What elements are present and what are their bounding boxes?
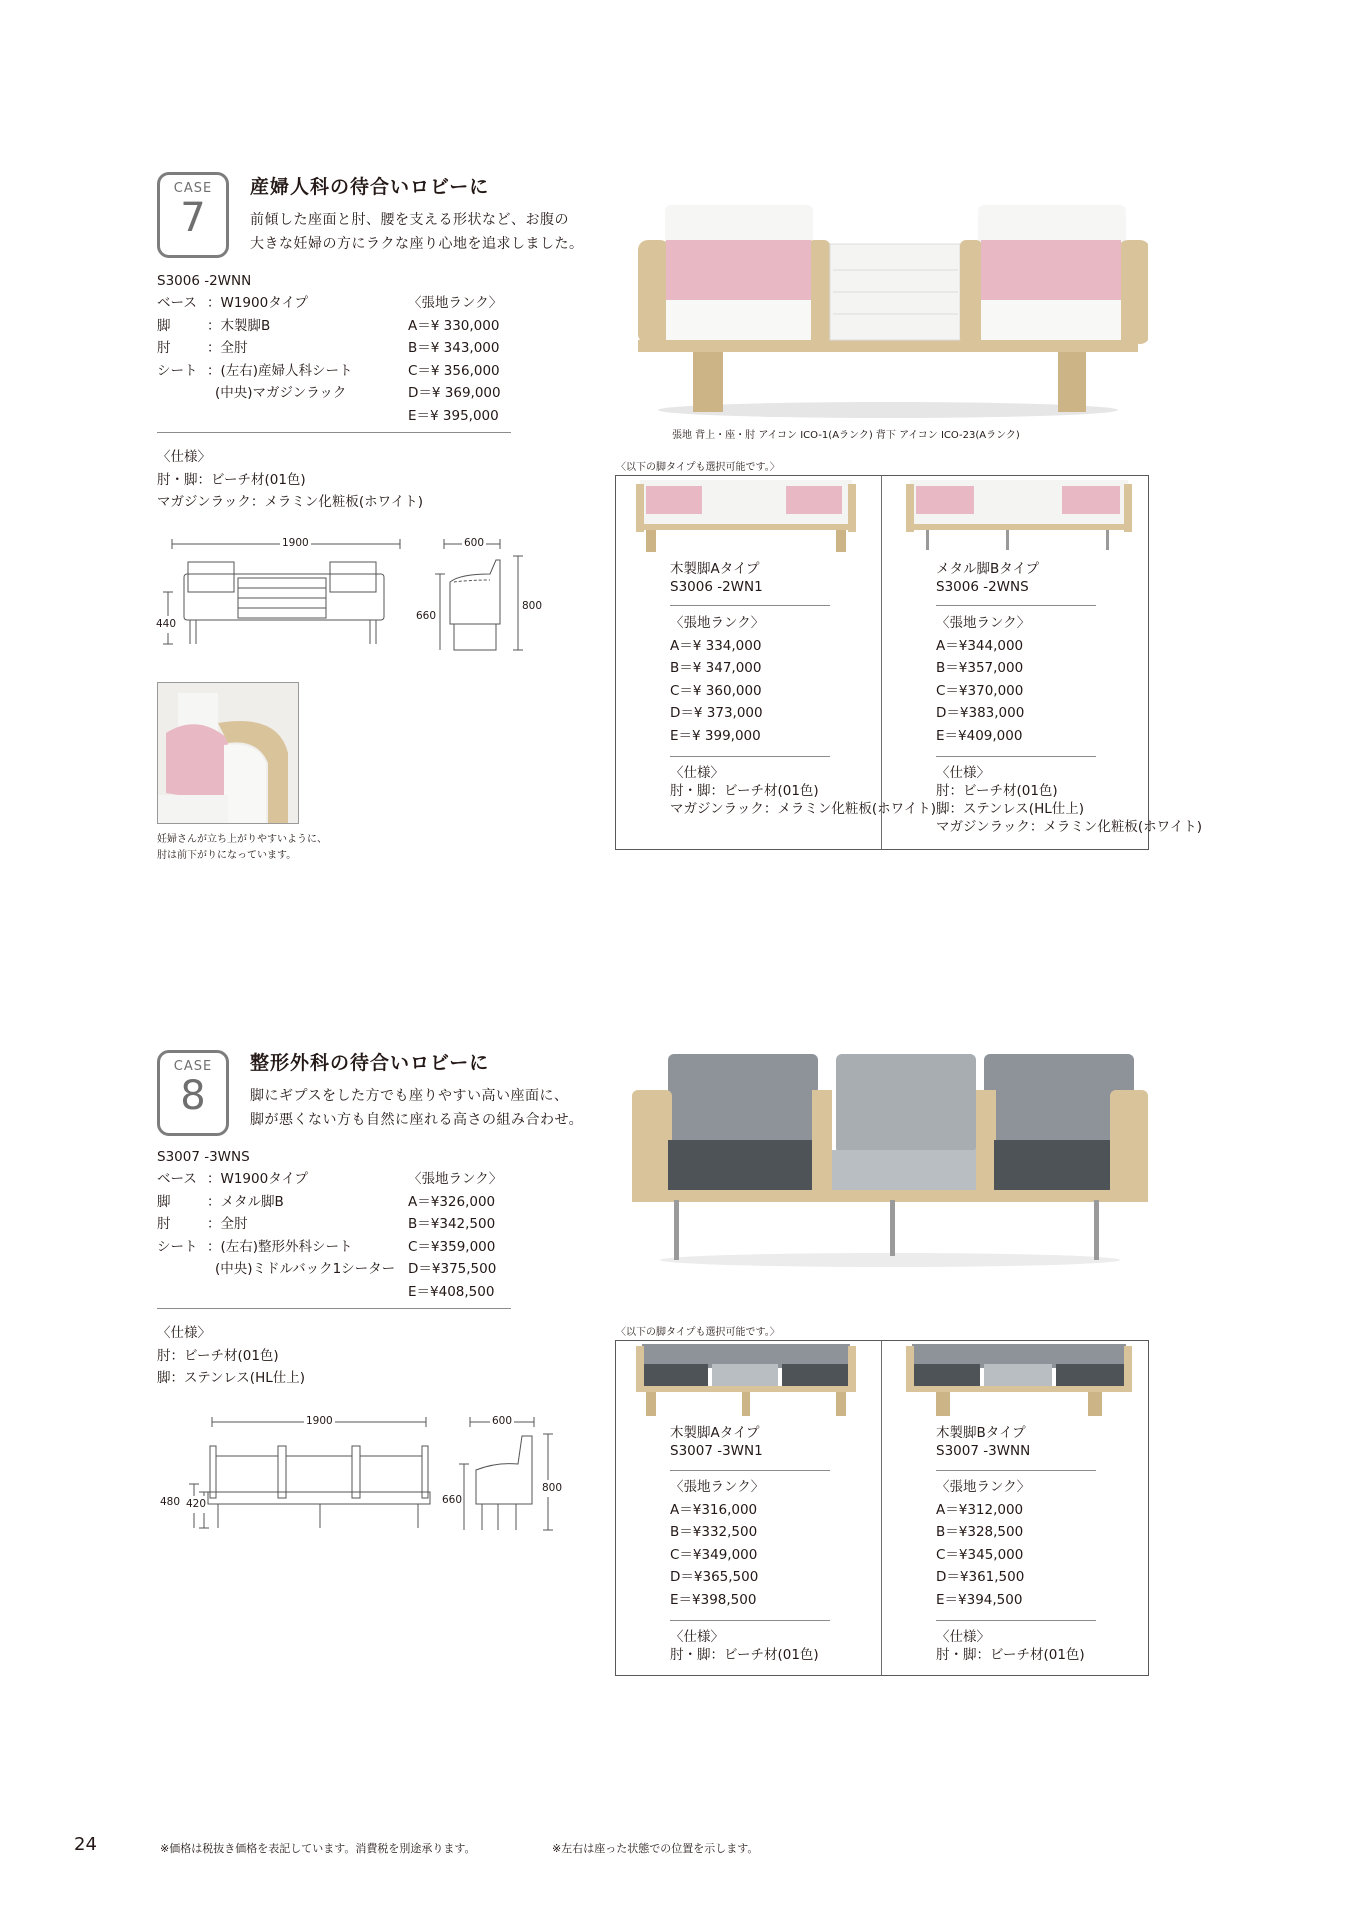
footer-note-tax: ※価格は税抜き価格を表記しています。消費税を別途承ります。 <box>160 1842 476 1855</box>
spec-key: 脚 <box>157 317 171 334</box>
spec-value: ：(左右)産婦人科シート <box>207 362 353 379</box>
rank-price: B＝¥ 343,000 <box>408 340 500 356</box>
rank-header: 〈張地ランク〉 <box>936 1479 1031 1495</box>
case8-dimension-drawing <box>160 1412 570 1542</box>
rank-price: D＝¥ 369,000 <box>408 385 501 401</box>
spec-line: 肘：ビーチ材(01色) <box>157 1347 279 1364</box>
rank-price: D＝¥375,500 <box>408 1261 497 1277</box>
dim-width: 1900 <box>280 535 311 552</box>
spec-value: ：木製脚B <box>207 317 271 334</box>
rank-price: E＝¥ 395,000 <box>408 407 499 424</box>
case8-option-a-spec <box>670 1628 819 1664</box>
rank-header: 〈張地ランク〉 <box>670 615 765 631</box>
divider <box>157 1308 511 1309</box>
divider <box>936 756 1096 757</box>
dim-seat-height: 440 <box>156 616 176 633</box>
case8-option-b <box>936 1424 1030 1460</box>
case7-options-note: 〈以下の脚タイプも選択可能です。〉 <box>616 462 780 473</box>
rank-price: E＝¥398,500 <box>670 1591 757 1608</box>
dim-mid: 660 <box>442 1492 462 1509</box>
case7-option-b-spec <box>936 764 1202 836</box>
divider <box>936 1470 1096 1471</box>
dim-seat-height-b: 420 <box>186 1496 206 1513</box>
rank-price: A＝¥326,000 <box>408 1193 496 1210</box>
spec-key <box>157 1258 207 1281</box>
case8-model: S3007 -3WNS <box>157 1149 250 1165</box>
case7-lead <box>250 208 584 256</box>
spec-key: 肘 <box>157 340 171 356</box>
rank-price: B＝¥357,000 <box>936 660 1024 676</box>
case7-dimension-drawing <box>156 534 550 664</box>
case8-lead <box>250 1084 583 1132</box>
spec-key: 肘 <box>157 1216 171 1232</box>
spec-value: ：メタル脚B <box>207 1193 284 1210</box>
rank-price: C＝¥345,000 <box>936 1546 1024 1563</box>
lead-line: 脚が悪くない方も自然に座れる高さの組み合わせ。 <box>250 1112 584 1128</box>
spec-line: 肘：ビーチ材(01色) <box>936 783 1058 799</box>
case8-option-a-ranks <box>670 1476 764 1611</box>
divider <box>670 1620 830 1621</box>
rank-price: D＝¥365,500 <box>670 1569 759 1585</box>
spec-header: 〈仕様〉 <box>670 1629 724 1645</box>
spec-key: シート <box>157 1238 198 1255</box>
spec-line: 脚：ステンレス(HL仕上) <box>936 801 1085 817</box>
case-badge-label: CASE <box>173 181 213 196</box>
dim-height: 800 <box>522 600 543 612</box>
spec-value: ：全肘 <box>207 1216 248 1232</box>
option-type: 木製脚Aタイプ <box>670 561 760 577</box>
spec-value: (中央)マガジンラック <box>215 385 347 401</box>
caption-line: 妊婦さんが立ち上がりやすいように、 <box>157 834 327 845</box>
spec-key: 脚 <box>157 1193 171 1210</box>
case7-main-photo <box>628 200 1148 420</box>
rank-price: B＝¥342,500 <box>408 1216 496 1232</box>
case8-spec-list <box>157 1168 395 1281</box>
option-type: メタル脚Bタイプ <box>936 561 1040 577</box>
case-badge-8 <box>157 1050 229 1136</box>
option-model: S3006 -2WNS <box>936 579 1029 595</box>
case7-option-a-spec <box>670 764 936 818</box>
spec-line: 肘・脚：ビーチ材(01色) <box>670 1647 819 1663</box>
rank-price: A＝¥316,000 <box>670 1501 758 1518</box>
rank-price: C＝¥349,000 <box>670 1546 758 1563</box>
spec-value: ：W1900タイプ <box>207 295 309 311</box>
caption-line: 肘は前下がりになっています。 <box>157 850 297 861</box>
case7-model: S3006 -2WNN <box>157 273 252 289</box>
dim-mid: 660 <box>416 608 436 625</box>
rank-header: 〈張地ランク〉 <box>408 295 503 311</box>
case8-option-b-photo <box>906 1342 1132 1418</box>
dim-depth: 600 <box>490 1413 514 1430</box>
case8-spec <box>157 1322 305 1390</box>
dim-seat-height-a: 480 <box>160 1494 180 1511</box>
case7-option-a-ranks <box>670 612 764 747</box>
rank-price: E＝¥394,500 <box>936 1591 1023 1608</box>
spec-key: シート <box>157 362 198 379</box>
rank-price: B＝¥328,500 <box>936 1524 1024 1540</box>
spec-line: マガジンラック：メラミン化粧板(ホワイト) <box>157 494 424 510</box>
case7-option-b-ranks <box>936 612 1030 747</box>
spec-value: ：全肘 <box>207 340 248 356</box>
divider <box>670 1470 830 1471</box>
rank-price: D＝¥ 373,000 <box>670 705 763 721</box>
dim-depth: 600 <box>462 535 486 552</box>
case7-option-b-photo <box>906 478 1132 554</box>
spec-key: ベース <box>157 1171 197 1187</box>
divider <box>936 605 1096 606</box>
case8-option-a-photo <box>636 1342 856 1418</box>
option-model: S3007 -3WNN <box>936 1443 1031 1459</box>
option-model: S3006 -2WN1 <box>670 579 763 595</box>
divider <box>936 1620 1096 1621</box>
case7-detail-photo <box>157 682 299 824</box>
spec-key <box>157 382 207 405</box>
spec-value: ：W1900タイプ <box>207 1171 309 1187</box>
spec-value: ：(左右)整形外科シート <box>207 1238 353 1255</box>
case7-spec <box>157 446 423 514</box>
lead-line: 脚にギプスをした方でも座りやすい高い座面に、 <box>250 1088 569 1104</box>
rank-price: A＝¥ 330,000 <box>408 317 500 334</box>
footer-note-position: ※左右は座った状態での位置を示します。 <box>552 1842 759 1855</box>
case-badge-7 <box>157 172 229 258</box>
case7-rank-list <box>408 292 502 427</box>
spec-header: 〈仕様〉 <box>670 765 724 781</box>
case7-detail-caption <box>157 832 327 864</box>
case7-option-a <box>670 560 763 596</box>
divider <box>670 756 830 757</box>
dim-width: 1900 <box>304 1413 335 1430</box>
case8-option-a <box>670 1424 763 1460</box>
rank-price: E＝¥ 399,000 <box>670 727 761 744</box>
case7-title: 産婦人科の待合いロビーに <box>250 176 490 198</box>
spec-line: 脚：ステンレス(HL仕上) <box>157 1370 306 1386</box>
case7-spec-list <box>157 292 353 405</box>
option-type: 木製脚Aタイプ <box>670 1425 760 1441</box>
page-number: 24 <box>74 1834 97 1855</box>
rank-price: B＝¥332,500 <box>670 1524 758 1540</box>
spec-header: 〈仕様〉 <box>157 449 211 465</box>
dim-height: 800 <box>542 1480 562 1497</box>
rank-header: 〈張地ランク〉 <box>936 615 1031 631</box>
case7-option-a-photo <box>636 478 856 554</box>
rank-header: 〈張地ランク〉 <box>670 1479 765 1495</box>
rank-price: D＝¥361,500 <box>936 1569 1025 1585</box>
rank-price: A＝¥312,000 <box>936 1501 1024 1518</box>
lead-line: 大きな妊婦の方にラクな座り心地を追求しました。 <box>250 236 584 252</box>
case7-option-b <box>936 560 1039 596</box>
option-model: S3007 -3WN1 <box>670 1443 763 1459</box>
case-number: 8 <box>180 1073 206 1119</box>
rank-price: C＝¥359,000 <box>408 1238 496 1255</box>
spec-header: 〈仕様〉 <box>936 765 990 781</box>
lead-line: 前傾した座面と肘、腰を支える形状など、お腹の <box>250 212 569 228</box>
rank-price: C＝¥ 356,000 <box>408 362 500 379</box>
case8-main-photo <box>628 1050 1152 1270</box>
rank-price: B＝¥ 347,000 <box>670 660 762 676</box>
rank-price: E＝¥408,500 <box>408 1283 495 1300</box>
case-badge-label: CASE <box>173 1059 213 1074</box>
rank-price: E＝¥409,000 <box>936 727 1023 744</box>
divider <box>670 605 830 606</box>
case8-options-note: 〈以下の脚タイプも選択可能です。〉 <box>616 1327 780 1338</box>
case8-option-b-spec <box>936 1628 1085 1664</box>
spec-value: (中央)ミドルバック1シーター <box>215 1261 396 1277</box>
spec-line: 肘・脚：ビーチ材(01色) <box>670 783 819 799</box>
spec-line: 肘・脚：ビーチ材(01色) <box>936 1647 1085 1663</box>
case-number: 7 <box>180 195 206 241</box>
rank-price: A＝¥ 334,000 <box>670 637 762 654</box>
spec-line: マガジンラック：メラミン化粧板(ホワイト) <box>936 819 1203 835</box>
spec-key: ベース <box>157 295 197 311</box>
spec-header: 〈仕様〉 <box>157 1325 211 1341</box>
case8-option-b-ranks <box>936 1476 1030 1611</box>
rank-price: C＝¥ 360,000 <box>670 682 762 699</box>
spec-header: 〈仕様〉 <box>936 1629 990 1645</box>
case8-rank-list <box>408 1168 502 1303</box>
case8-title: 整形外科の待合いロビーに <box>250 1052 490 1074</box>
rank-header: 〈張地ランク〉 <box>408 1171 503 1187</box>
spec-line: マガジンラック：メラミン化粧板(ホワイト) <box>670 801 937 817</box>
rank-price: C＝¥370,000 <box>936 682 1024 699</box>
case7-photo-caption: 張地 背上・座・肘 アイコン ICO-1(Aランク) 背下 アイコン ICO-23(Aランク) <box>672 430 1020 441</box>
divider <box>881 1341 882 1675</box>
rank-price: D＝¥383,000 <box>936 705 1025 721</box>
rank-price: A＝¥344,000 <box>936 637 1024 654</box>
option-type: 木製脚Bタイプ <box>936 1425 1026 1441</box>
spec-line: 肘・脚：ビーチ材(01色) <box>157 471 306 488</box>
divider <box>157 432 511 433</box>
